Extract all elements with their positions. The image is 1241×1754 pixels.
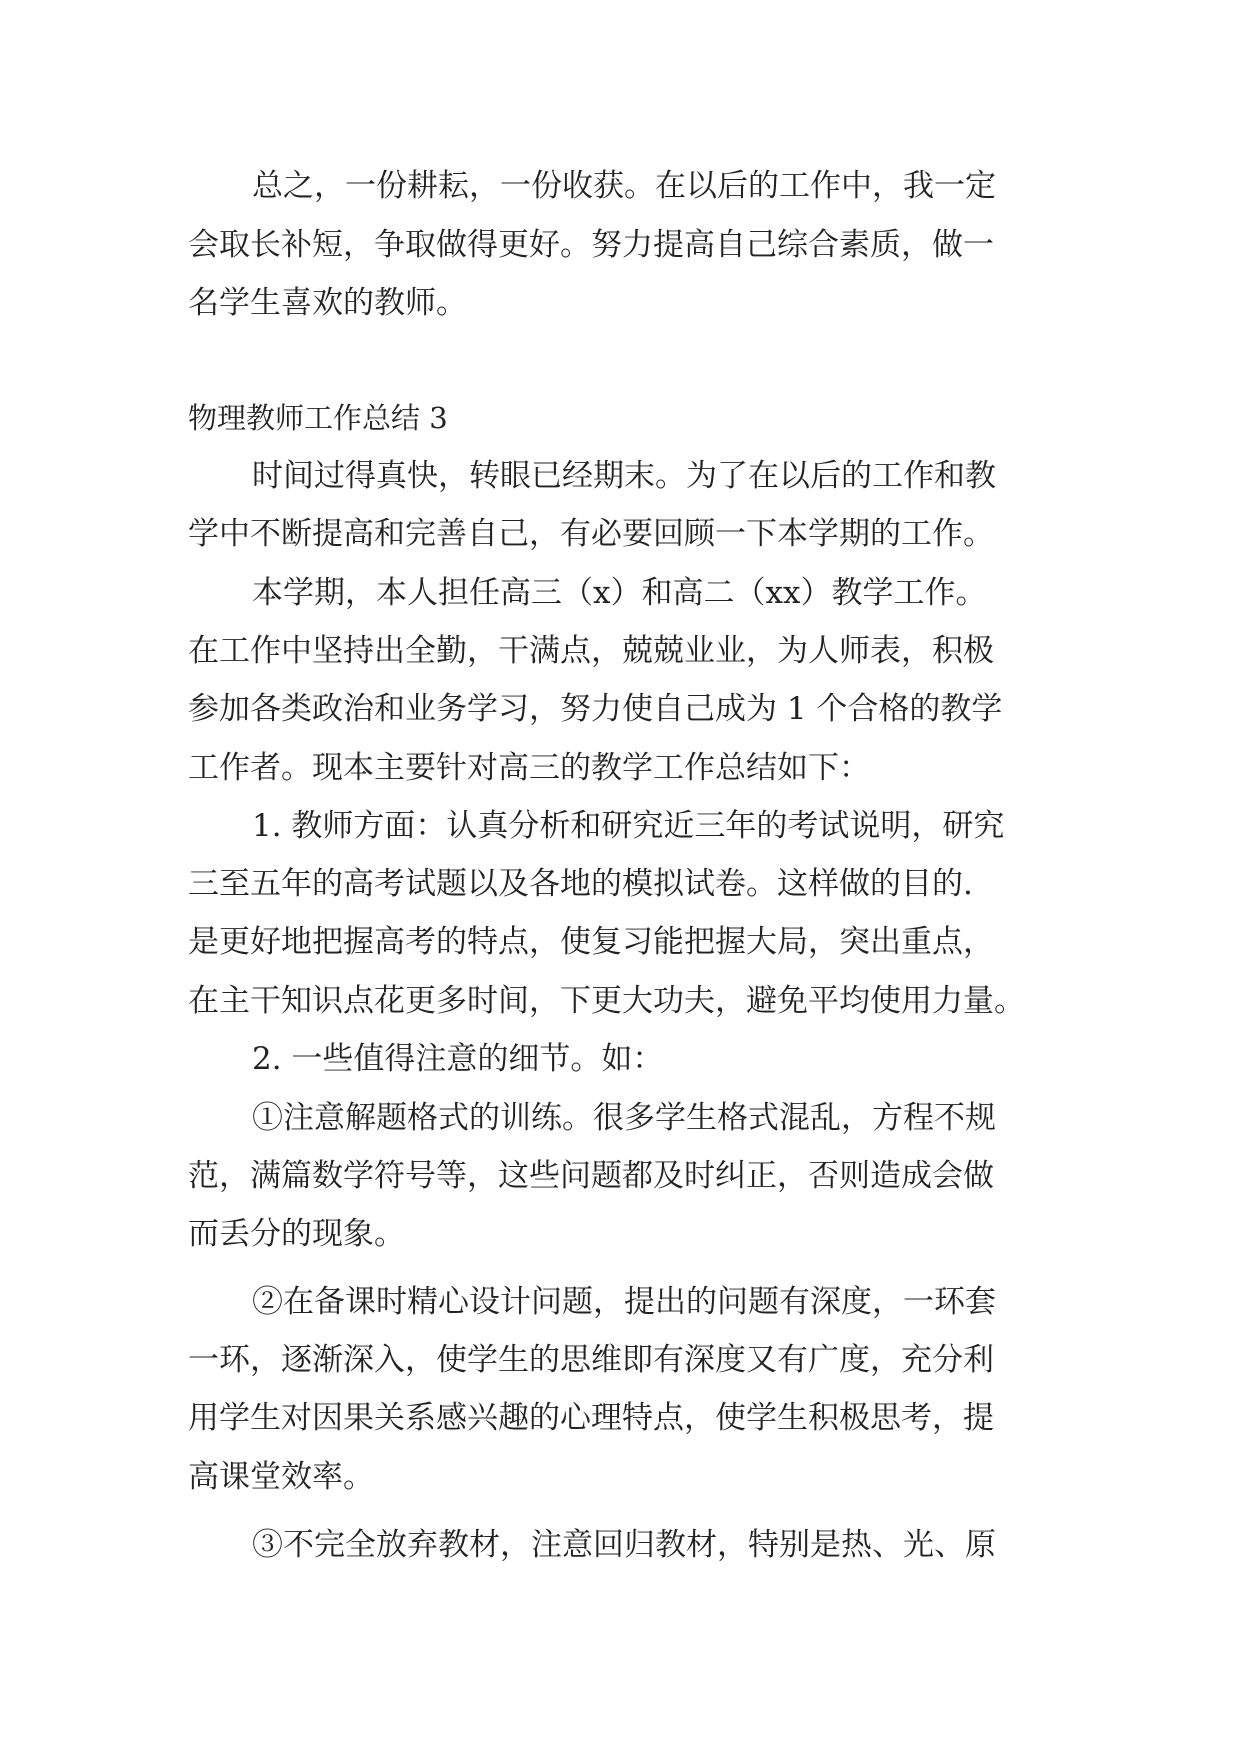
paragraph-7-line-1: ②在备课时精心设计问题，提出的问题有深度，一环套 (252, 1284, 996, 1320)
paragraph-4-line-4: 在主干知识点花更多时间，下更大功夫，避免平均使用力量。 (188, 983, 1025, 1019)
paragraph-2-line-1: 时间过得真快，转眼已经期末。为了在以后的工作和教 (252, 458, 996, 494)
paragraph-2-line-2: 学中不断提高和完善自己，有必要回顾一下本学期的工作。 (188, 516, 994, 552)
paragraph-3-line-1: 本学期，本人担任高三（x）和高二（xx）教学工作。 (252, 575, 987, 611)
paragraph-1-line-3: 名学生喜欢的教师。 (188, 285, 467, 321)
paragraph-6-line-2: 范，满篇数学符号等，这些问题都及时纠正，否则造成会做 (188, 1158, 994, 1194)
paragraph-5-line-1: 2. 一些值得注意的细节。如： (252, 1041, 664, 1077)
paragraph-8-line-1: ③不完全放弃教材，注意回归教材，特别是热、光、原 (252, 1527, 996, 1563)
paragraph-7-line-3: 用学生对因果关系感兴趣的心理特点，使学生积极思考，提 (188, 1400, 994, 1436)
paragraph-4-line-1: 1. 教师方面：认真分析和研究近三年的考试说明，研究 (252, 808, 1005, 844)
paragraph-1-line-1: 总之，一份耕耘，一份收获。在以后的工作中，我一定 (252, 168, 996, 204)
paragraph-3-line-2: 在工作中坚持出全勤，干满点，兢兢业业，为人师表，积极 (188, 633, 994, 669)
section-title: 物理教师工作总结 3 (188, 401, 448, 435)
paragraph-4-line-2: 三至五年的高考试题以及各地的模拟试卷。这样做的目的. (188, 866, 973, 902)
paragraph-7-line-2: 一环，逐渐深入，使学生的思维即有深度又有广度，充分利 (188, 1342, 994, 1378)
paragraph-4-line-3: 是更好地把握高考的特点，使复习能把握大局，突出重点， (188, 924, 994, 960)
paragraph-3-line-3: 参加各类政治和业务学习，努力使自己成为 1 个合格的教学 (188, 691, 1003, 727)
paragraph-6-line-3: 而丢分的现象。 (188, 1216, 405, 1252)
paragraph-1-line-2: 会取长补短，争取做得更好。努力提高自己综合素质，做一 (188, 227, 994, 263)
paragraph-3-line-4: 工作者。现本主要针对高三的教学工作总结如下： (188, 750, 870, 786)
paragraph-7-line-4: 高课堂效率。 (188, 1459, 374, 1495)
paragraph-6-line-1: ①注意解题格式的训练。很多学生格式混乱，方程不规 (252, 1100, 996, 1136)
